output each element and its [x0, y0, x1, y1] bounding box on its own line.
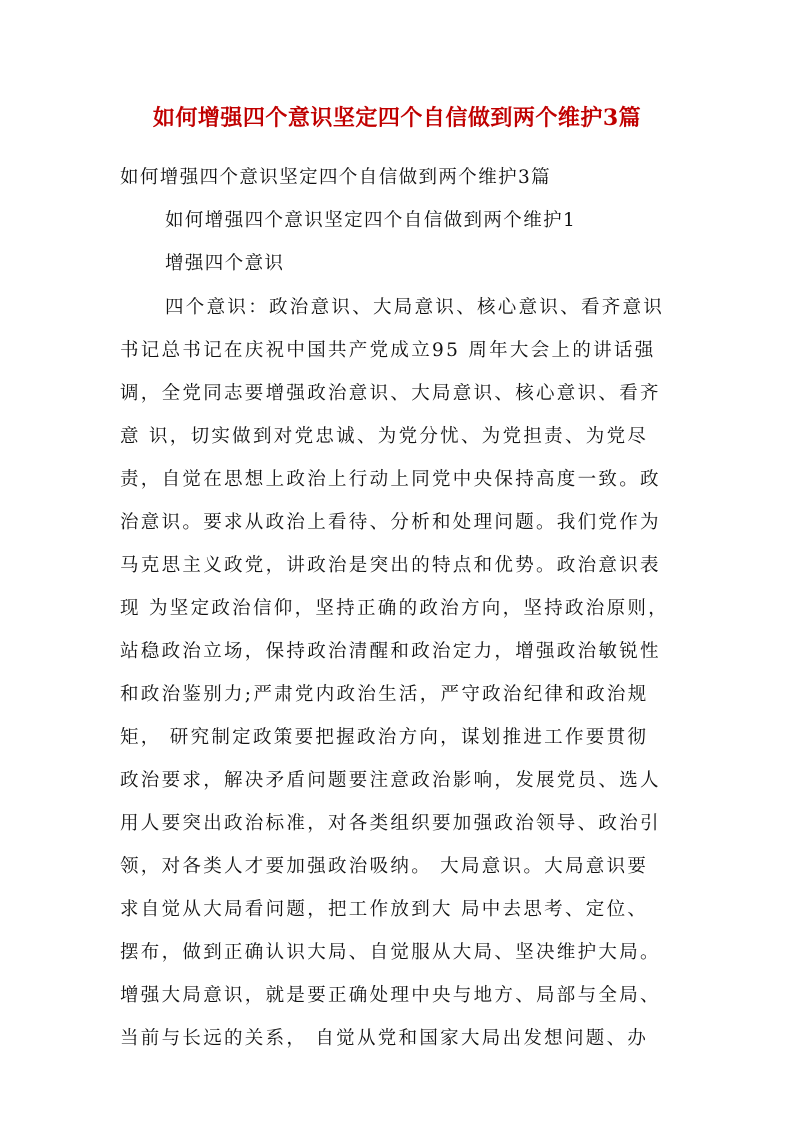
body-line: 和政治鉴别力;严肃党内政治生活，严守政治纪律和政治规 [120, 684, 649, 705]
body-line: 治意识。要求从政治上看待、分析和处理问题。我们党作为 [120, 512, 661, 533]
body-paragraph [120, 286, 680, 1060]
body-line: 摆布，做到正确认识大局、自觉服从大局、坚决维护大局。 [120, 942, 661, 963]
body-line: 增强大局意识，就是要正确处理中央与地方、局部与全局、 [120, 985, 661, 1006]
section-heading: 如何增强四个意识坚定四个自信做到两个维护1 [165, 210, 577, 231]
body-line: 领，对各类人才要加强政治吸纳。 大局意识。大局意识要 [120, 856, 649, 877]
subsection-heading: 增强四个意识 [165, 253, 285, 274]
body-line: 四个意识：政治意识、大局意识、核心意识、看齐意识 [165, 297, 665, 318]
body-line: 矩， 研究制定政策要把握政治方向，谋划推进工作要贯彻 [120, 727, 649, 748]
body-line: 书记总书记在庆祝中国共产党成立95 周年大会上的讲话强 [120, 340, 656, 361]
document-subtitle: 如何增强四个意识坚定四个自信做到两个维护3篇 [120, 167, 552, 188]
body-line: 调，全党同志要增强政治意识、大局意识、核心意识、看齐 [120, 383, 661, 404]
document-title: 如何增强四个意识坚定四个自信做到两个维护3篇 [152, 105, 642, 131]
body-line: 马克思主义政党，讲政治是突出的特点和优势。政治意识表 [120, 555, 661, 576]
body-line: 责，自觉在思想上政治上行动上同党中央保持高度一致。政 [120, 469, 661, 490]
body-line: 政治要求，解决矛盾问题要注意政治影响，发展党员、选人 [120, 770, 661, 791]
body-line: 当前与长远的关系， 自觉从党和国家大局出发想问题、办 [120, 1028, 649, 1049]
body-line: 站稳政治立场，保持政治清醒和政治定力，增强政治敏锐性 [120, 641, 661, 662]
body-line: 用人要突出政治标准，对各类组织要加强政治领导、政治引 [120, 813, 661, 834]
body-line: 现 为坚定政治信仰，坚持正确的政治方向，坚持政治原则， [120, 598, 669, 619]
body-line: 求自觉从大局看问题，把工作放到大 局中去思考、定位、 [120, 899, 649, 920]
body-line: 意 识，切实做到对党忠诚、为党分忧、为党担责、为党尽 [120, 426, 649, 447]
